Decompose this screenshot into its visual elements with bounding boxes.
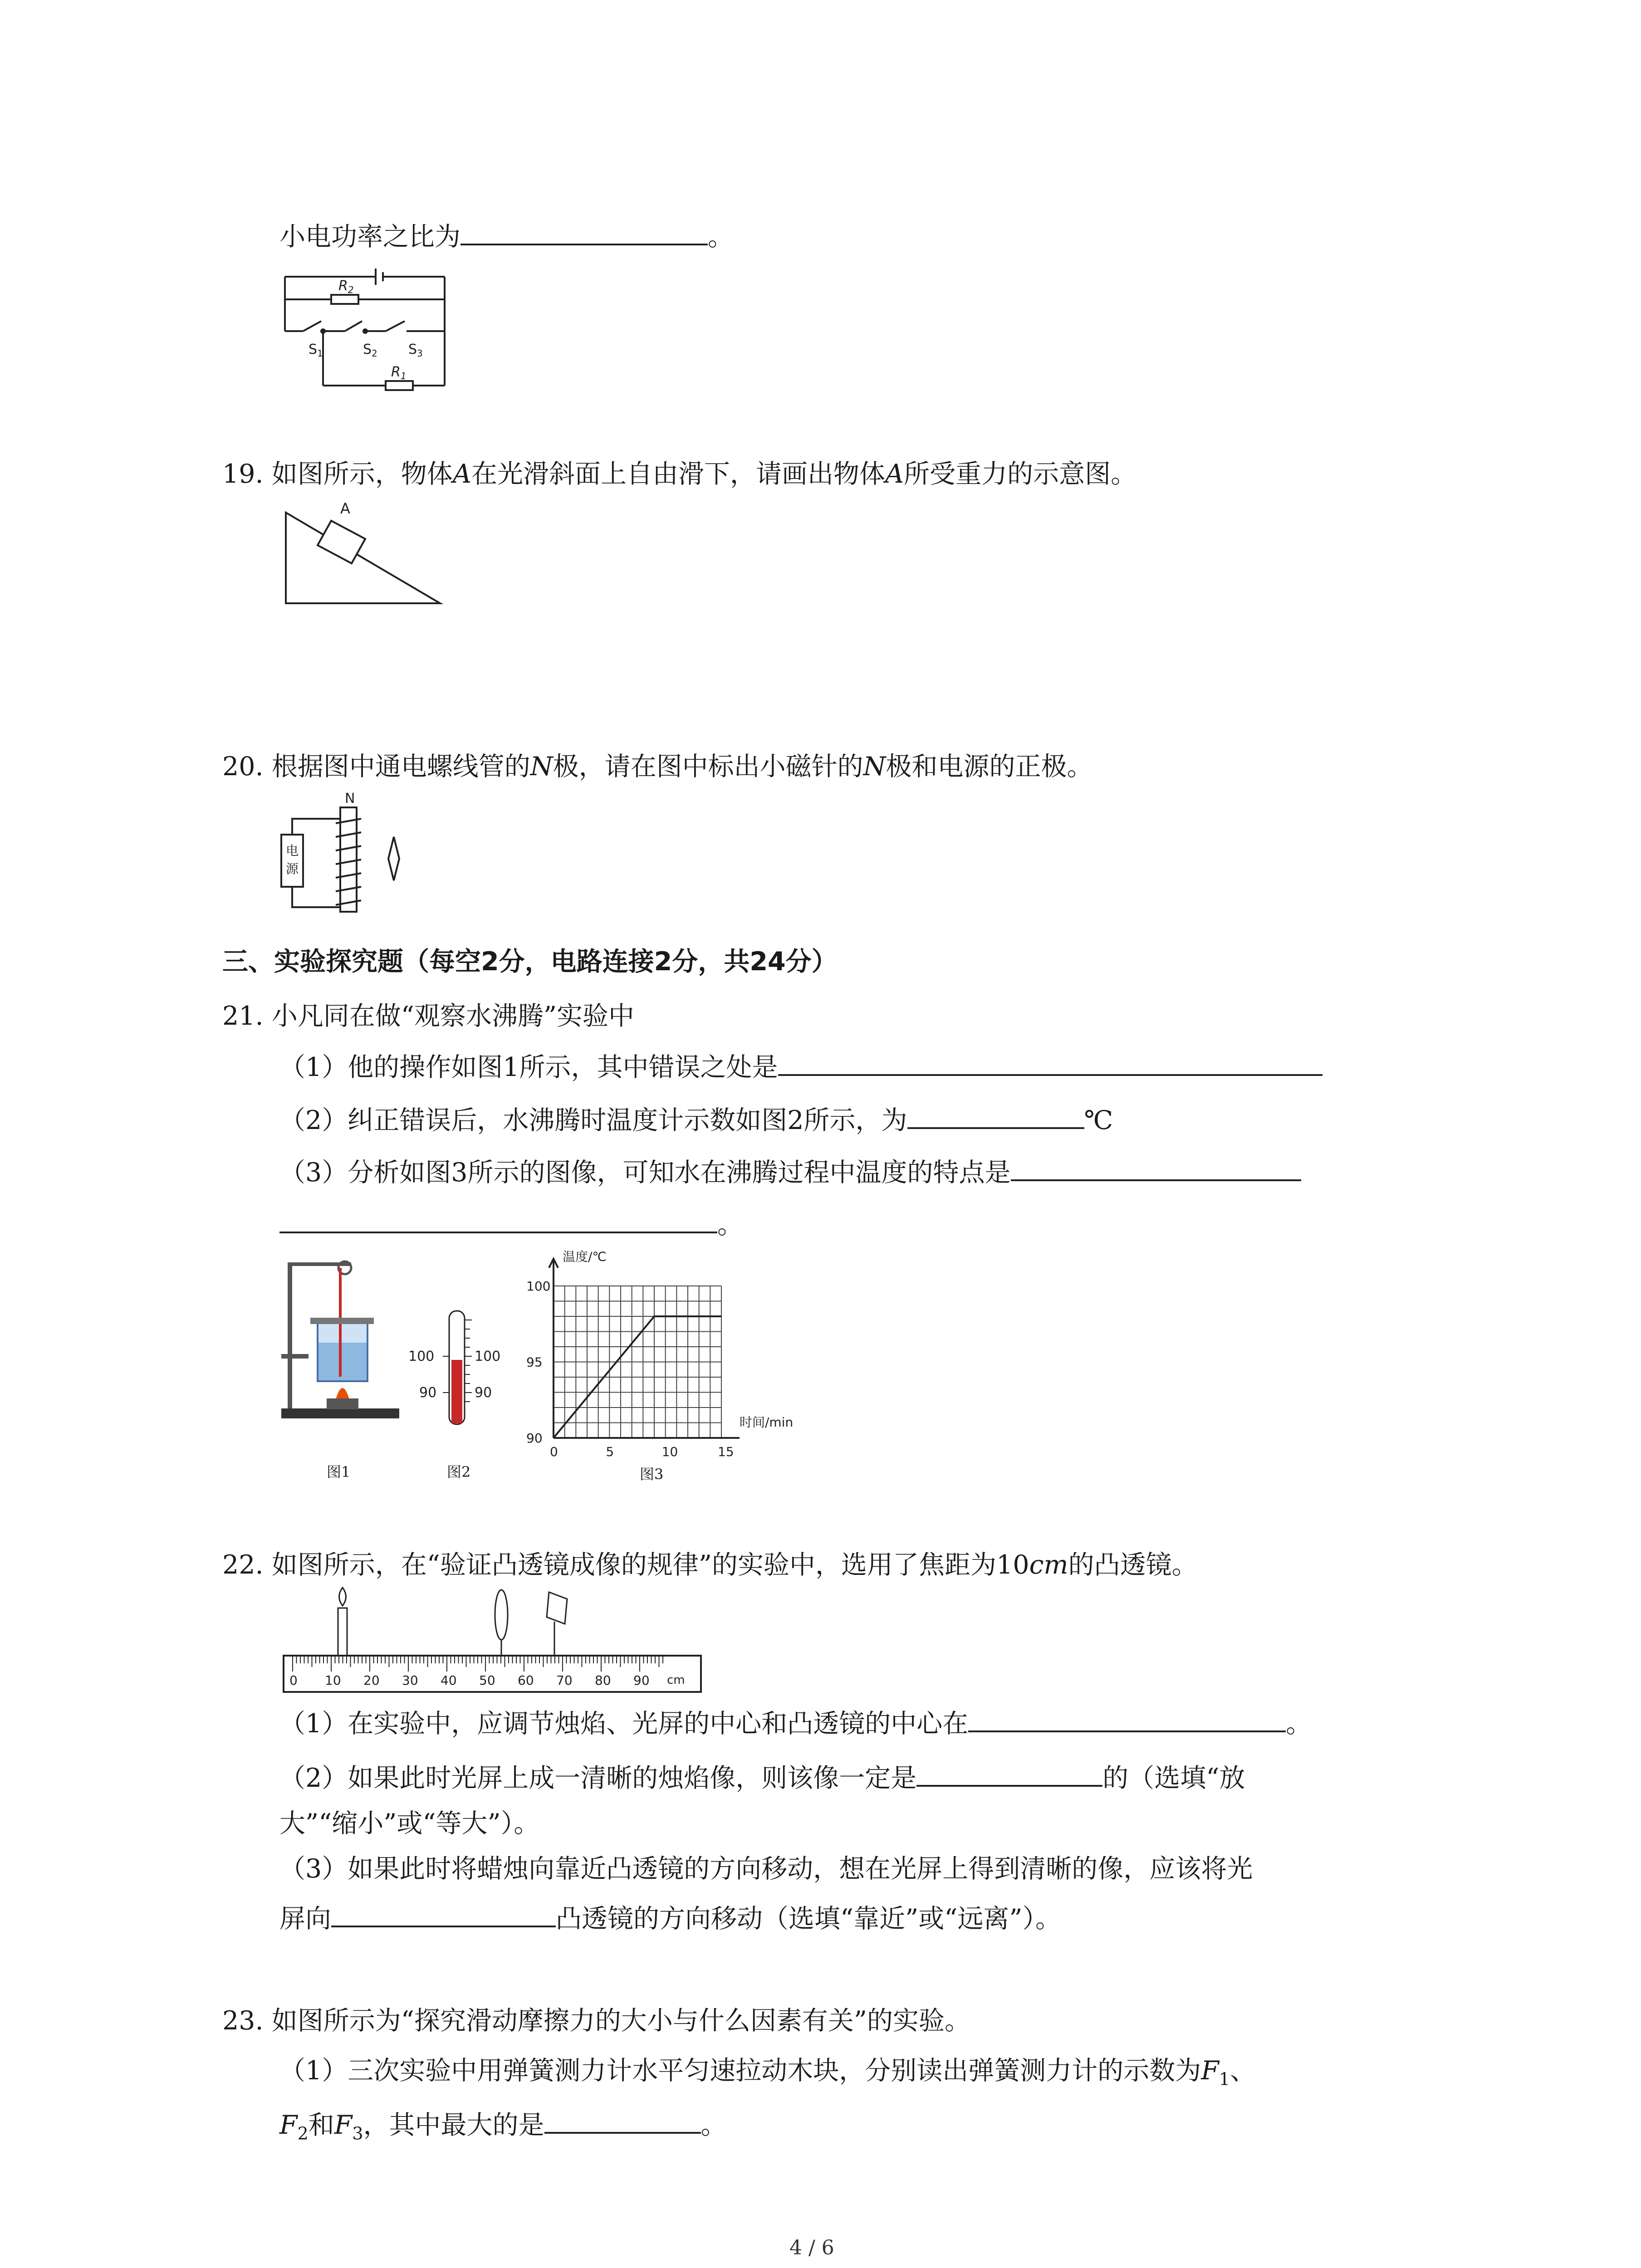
chart-xlabel: 时间/min <box>740 1415 794 1430</box>
x-tick-label: 15 <box>718 1444 734 1459</box>
q20-text: 20. 根据图中通电螺线管的N极，请在图中标出小磁针的N极和电源的正极。 <box>222 752 1093 782</box>
x-tick-label: 10 <box>661 1444 678 1459</box>
ruler-unit: cm <box>667 1673 685 1687</box>
r1-label: $R_1$ <box>391 364 407 381</box>
ruler-label: 10 <box>325 1673 341 1688</box>
s2-label: $S_2$ <box>363 342 377 359</box>
block-a-label: A <box>340 500 350 517</box>
chart-ylabel: 温度/℃ <box>563 1249 607 1264</box>
q21-fig1-apparatus <box>277 1254 404 1431</box>
thermo-90-right: 90 <box>475 1385 492 1401</box>
ruler-label: 70 <box>556 1673 573 1688</box>
q18-circuit-diagram <box>272 263 463 395</box>
q22-stem: 22. 如图所示，在“验证凸透镜成像的规律”的实验中，选用了焦距为10cm的凸透镜。 <box>222 1550 1198 1580</box>
solenoid-n-label: N <box>345 791 355 807</box>
q18-text: 小电功率之比为 。 <box>279 222 734 252</box>
x-tick-label: 5 <box>606 1444 614 1459</box>
s1-label: $S_1$ <box>309 342 323 359</box>
ruler-label: 50 <box>479 1673 495 1688</box>
r2-label: $R_2$ <box>338 278 354 295</box>
page-number: 4 / 6 <box>789 2236 834 2259</box>
q21-p2-blank[interactable] <box>907 1123 1084 1129</box>
q22-number: 22. <box>222 1550 264 1580</box>
power-label-2: 源 <box>286 861 299 876</box>
thermo-100-left: 100 <box>408 1349 435 1364</box>
q22-part3-cont: 屏向 凸透镜的方向移动（选填“靠近”或“远离”）。 <box>279 1904 1062 1934</box>
ruler-label: 90 <box>633 1673 650 1688</box>
ruler-label: 80 <box>595 1673 611 1688</box>
q23-stem: 23. 如图所示为“探究滑动摩擦力的大小与什么因素有关”的实验。 <box>222 2006 971 2036</box>
q21-p3-blank[interactable] <box>1011 1175 1301 1181</box>
q21-fig3-caption: 图3 <box>640 1466 664 1483</box>
y-tick-label: 90 <box>526 1431 543 1446</box>
q22-p1-blank[interactable] <box>968 1726 1286 1732</box>
q18-answer-blank[interactable] <box>460 239 708 245</box>
ruler-label: 0 <box>289 1673 298 1688</box>
section3-title: 三、实验探究题（每空2分，电路连接2分，共24分） <box>222 947 838 977</box>
q21-p1-blank[interactable] <box>778 1070 1323 1076</box>
chart-grid <box>554 1286 721 1438</box>
ruler-label: 30 <box>402 1673 418 1688</box>
q21-part1: （1）他的操作如图1所示，其中错误之处是 <box>279 1051 1323 1083</box>
q19-text: 19. 如图所示，物体A在光滑斜面上自由滑下，请画出物体A所受重力的示意图。 <box>222 459 1137 489</box>
x-tick-label: 0 <box>550 1444 558 1459</box>
power-label-1: 电 <box>286 843 299 858</box>
s3-label: $S_3$ <box>408 342 423 359</box>
q21-part3-cont: 。 <box>279 1209 743 1241</box>
q21-fig1-caption: 图1 <box>327 1463 351 1481</box>
q20-solenoid-diagram <box>272 787 408 919</box>
q21-fig2-caption: 图2 <box>447 1463 471 1481</box>
q23-p1-blank[interactable] <box>544 2127 701 2134</box>
q18-line: 小电功率之比为 <box>279 222 460 252</box>
q23-part1: （1）三次实验中用弹簧测力计水平匀速拉动木块，分别读出弹簧测力计的示数为$F_1$、 <box>279 2056 1256 2089</box>
q22-p2-blank[interactable] <box>916 1780 1102 1787</box>
ruler-label: 40 <box>441 1673 457 1688</box>
q21-p3-blank-2[interactable] <box>279 1227 717 1233</box>
q21-stem: 21. 小凡同在做“观察水沸腾”实验中 <box>222 1001 635 1031</box>
q22-part2-cont: 大”“缩小”或“等大”）。 <box>279 1809 540 1838</box>
thermo-100-right: 100 <box>475 1349 501 1364</box>
y-tick-label: 95 <box>526 1354 543 1370</box>
q21-part3: （3）分析如图3所示的图像，可知水在沸腾过程中温度的特点是 <box>279 1157 1301 1188</box>
q22-part2: （2）如果此时光屏上成一清晰的烛焰像，则该像一定是 的（选填“放 <box>279 1763 1245 1793</box>
q19-incline-diagram <box>277 494 449 612</box>
q22-part3: （3）如果此时将蜡烛向靠近凸透镜的方向移动，想在光屏上得到清晰的像，应该将光 <box>279 1854 1253 1884</box>
q21-fig2-thermometer <box>399 1306 513 1438</box>
q21-fig3-chart <box>517 1247 812 1459</box>
q19-number: 19. <box>222 459 264 489</box>
q21-part2: （2）纠正错误后，水沸腾时温度计示数如图2所示，为 ℃ <box>279 1105 1113 1135</box>
q22-optical-bench <box>277 1588 708 1706</box>
q20-number: 20. <box>222 752 264 782</box>
y-tick-label: 100 <box>526 1279 551 1294</box>
ruler-label: 20 <box>363 1673 380 1688</box>
ruler-label: 60 <box>518 1673 534 1688</box>
q21-number: 21. <box>222 1001 264 1031</box>
q23-part1-cont: $F_2$和$F_3$，其中最大的是 。 <box>279 2110 727 2144</box>
thermo-90-left: 90 <box>419 1385 437 1401</box>
q22-part1: （1）在实验中，应调节烛焰、光屏的中心和凸透镜的中心在 。 <box>279 1709 1312 1739</box>
q22-p3-blank[interactable] <box>331 1921 556 1927</box>
q23-number: 23. <box>222 2006 264 2036</box>
